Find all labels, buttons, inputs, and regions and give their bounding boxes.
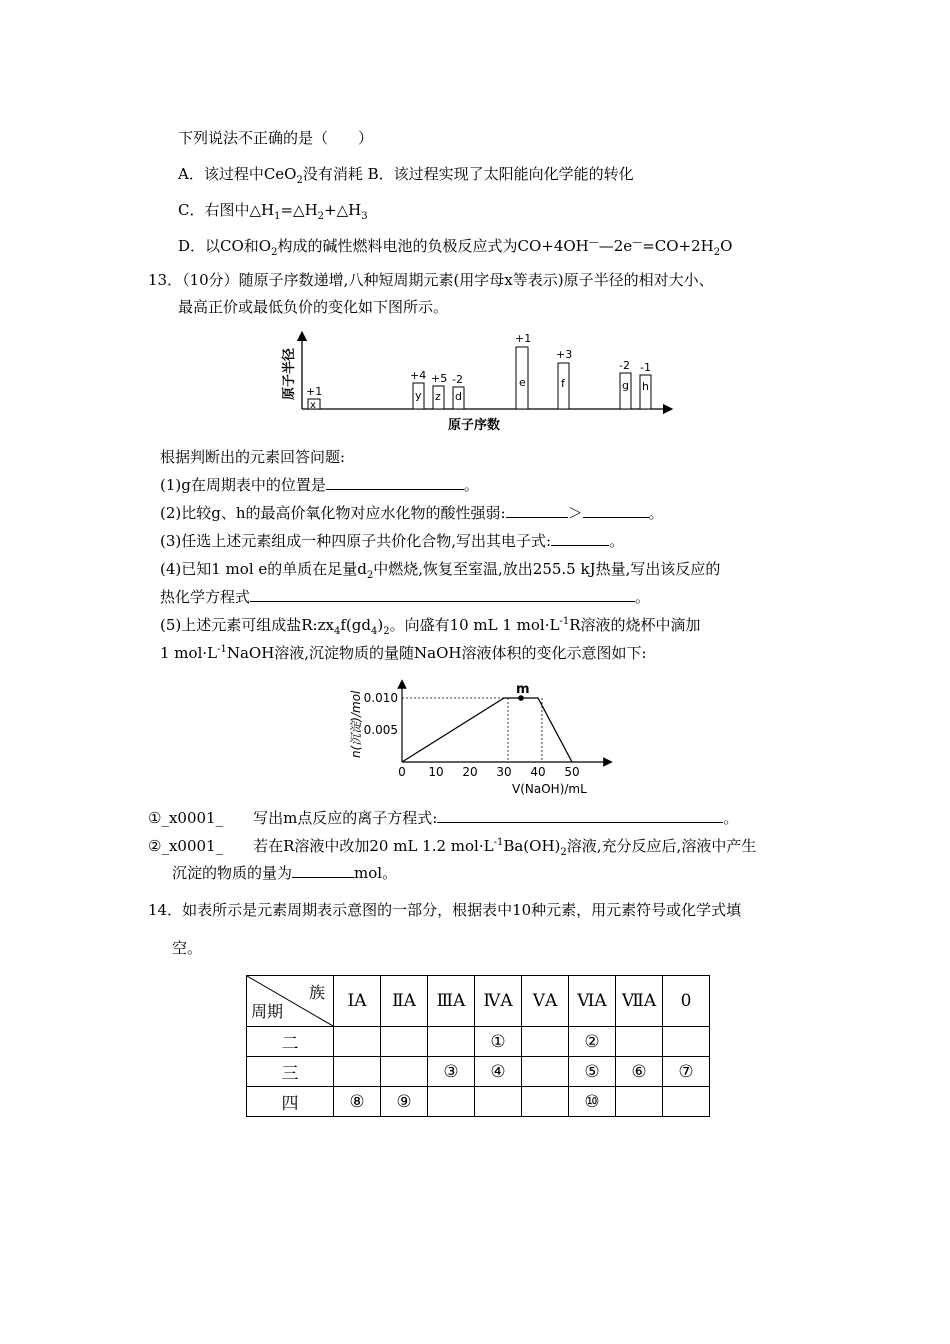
table-cell — [616, 1027, 663, 1057]
q13-sub1: ①_x0001_ 写出m点反应的离子方程式: 。 — [148, 809, 739, 827]
corner-period-label: 周期 — [251, 1002, 284, 1021]
table-cell: ⑩ — [569, 1087, 616, 1117]
atomic-radius-chart — [276, 330, 676, 435]
point-m-label: m — [516, 682, 530, 697]
q13-part4: (4)已知1 mol e的单质在足量$d_2$中燃烧,恢复至室温,放出255.5 kJ热量,写出该反应的 — [160, 560, 721, 581]
periodic-table-fragment — [246, 975, 710, 1117]
q12-option-c: C．右图中$\triangle H_1=\triangle H_2+\triangle H_3$ — [178, 201, 368, 222]
group-header-iiia: ⅢA — [428, 976, 475, 1027]
x-tick-label: 50 — [564, 765, 580, 779]
table-row — [247, 1057, 710, 1087]
q13-sub2: ②_x0001_ 若在R溶液中改加20 mL 1.2 $mol\cdot L^{-1}Ba(OH)_2$溶液,充分反应后,溶液中产生 — [148, 837, 757, 858]
answer-blank-2b[interactable] — [583, 503, 649, 518]
q13-part5: (5)上述元素可组成盐$R:zx_4f(gd_4)_2$。向盛有10 mL 1 $mol\cdot L^{-1}R$溶液的烧杯中滴加 — [160, 616, 701, 637]
bar-h-label: h — [642, 380, 649, 393]
bar-y-value: +4 — [410, 369, 427, 382]
precipitate-chart — [340, 676, 630, 800]
table-cell: ⑥ — [616, 1057, 663, 1087]
bar-g-label: g — [622, 379, 629, 392]
bar-h-value: -1 — [640, 361, 651, 374]
q13-intro: 根据判断出的元素回答问题: — [160, 448, 346, 466]
table-cell: ⑦ — [663, 1057, 710, 1087]
y-tick-label: 0.005 — [363, 723, 398, 737]
q13-part3: (3)任选上述元素组成一种四原子共价化合物,写出其电子式: 。 — [160, 532, 625, 550]
bar-d-label: d — [455, 390, 462, 403]
y-tick-label: 0.010 — [363, 691, 398, 705]
q12-option-d: D．以CO和$O_2$构成的碱性燃料电池的负极反应式为$CO+4OH^——2e^—=CO+2H_2O$ — [178, 237, 733, 258]
q13-part1: (1)g在周期表中的位置是 。 — [160, 476, 479, 494]
chart2-xlabel: V(NaOH)/mL — [512, 782, 587, 796]
table-cell — [522, 1027, 569, 1057]
group-header-0: 0 — [663, 976, 710, 1027]
bar-f-value: +3 — [556, 348, 573, 361]
x-tick-label: 0 — [398, 765, 406, 779]
q13-sub2-cont: 沉淀的物质的量为 mol。 — [172, 864, 398, 882]
group-header-iia: ⅡA — [381, 976, 428, 1027]
x-tick-label: 40 — [530, 765, 546, 779]
bar-d-value: -2 — [452, 373, 463, 386]
bar-e-label: e — [519, 376, 526, 389]
table-cell: ⑨ — [381, 1087, 428, 1117]
q13-part2: (2)比较g、h的最高价氧化物对应水化物的酸性强弱: ＞ 。 — [160, 504, 664, 522]
table-cell — [428, 1087, 475, 1117]
table-cell — [334, 1027, 381, 1057]
table-cell — [663, 1087, 710, 1117]
table-row — [247, 1087, 710, 1117]
answer-blank-4[interactable] — [250, 587, 635, 602]
bar-g-value: -2 — [619, 359, 630, 372]
x-tick-label: 20 — [462, 765, 478, 779]
bar-f-label: f — [561, 377, 565, 390]
x-tick-label: 30 — [496, 765, 512, 779]
bar-z-value: +5 — [431, 372, 448, 385]
table-cell — [522, 1087, 569, 1117]
q13-part4-cont: 热化学方程式 。 — [160, 588, 651, 606]
table-cell: ② — [569, 1027, 616, 1057]
table-row — [247, 1027, 710, 1057]
table-corner — [247, 976, 334, 1027]
q13-stem-line1: 13．（10分）随原子序数递增,八种短周期元素(用字母x等表示)原子半径的相对大小、 — [148, 271, 714, 289]
table-cell — [522, 1057, 569, 1087]
chart1-ylabel: 原子半径 — [282, 347, 297, 400]
bar-y-label: y — [415, 389, 422, 402]
table-cell: ③ — [428, 1057, 475, 1087]
period-label: 四 — [247, 1087, 334, 1117]
group-header-viia: ⅦA — [616, 976, 663, 1027]
table-cell — [616, 1087, 663, 1117]
q12-option-a: A．该过程中CeO$_2$没有消耗 B．该过程实现了太阳能向化学能的转化 — [178, 165, 634, 186]
group-header-va: ⅤA — [522, 976, 569, 1027]
q13-stem-line2: 最高正价或最低负价的变化如下图所示。 — [178, 298, 449, 316]
group-header-ia: ⅠA — [334, 976, 381, 1027]
table-cell: ⑤ — [569, 1057, 616, 1087]
bar-x-value: +1 — [306, 385, 323, 398]
chart2-ylabel: n(沉淀)/mol — [349, 690, 363, 758]
q14-stem-line2: 空。 — [172, 939, 203, 957]
group-header-via: ⅥA — [569, 976, 616, 1027]
answer-blank-6[interactable] — [292, 863, 354, 878]
answer-blank-2a[interactable] — [506, 503, 568, 518]
table-cell — [381, 1027, 428, 1057]
table-cell: ⑧ — [334, 1087, 381, 1117]
q13-part5-cont: 1 $mol\cdot L^{-1}NaOH$溶液,沉淀物质的量随NaOH溶液体积的变化示意图如下: — [160, 644, 647, 662]
group-header-iva: ⅣA — [475, 976, 522, 1027]
x-tick-label: 10 — [428, 765, 444, 779]
table-cell — [475, 1087, 522, 1117]
precipitate-series-line — [402, 698, 572, 762]
answer-blank-3[interactable] — [551, 531, 609, 546]
period-label: 三 — [247, 1057, 334, 1087]
q12-stem: 下列说法不正确的是（ ） — [178, 129, 374, 147]
chart1-xlabel: 原子序数 — [448, 418, 501, 433]
bar-z-label: z — [435, 390, 441, 403]
bar-e-value: +1 — [515, 332, 532, 345]
table-cell — [381, 1057, 428, 1087]
answer-blank-1[interactable] — [326, 475, 464, 490]
q14-stem-line1: 14．如表所示是元素周期表示意图的一部分，根据表中10种元素，用元素符号或化学式填 — [148, 901, 742, 919]
table-cell: ① — [475, 1027, 522, 1057]
table-cell: ④ — [475, 1057, 522, 1087]
period-label: 二 — [247, 1027, 334, 1057]
answer-blank-5[interactable] — [437, 808, 723, 823]
corner-group-label: 族 — [308, 983, 325, 1002]
bar-x-label: x — [310, 400, 316, 411]
table-cell — [663, 1027, 710, 1057]
table-cell — [334, 1057, 381, 1087]
table-cell — [428, 1027, 475, 1057]
